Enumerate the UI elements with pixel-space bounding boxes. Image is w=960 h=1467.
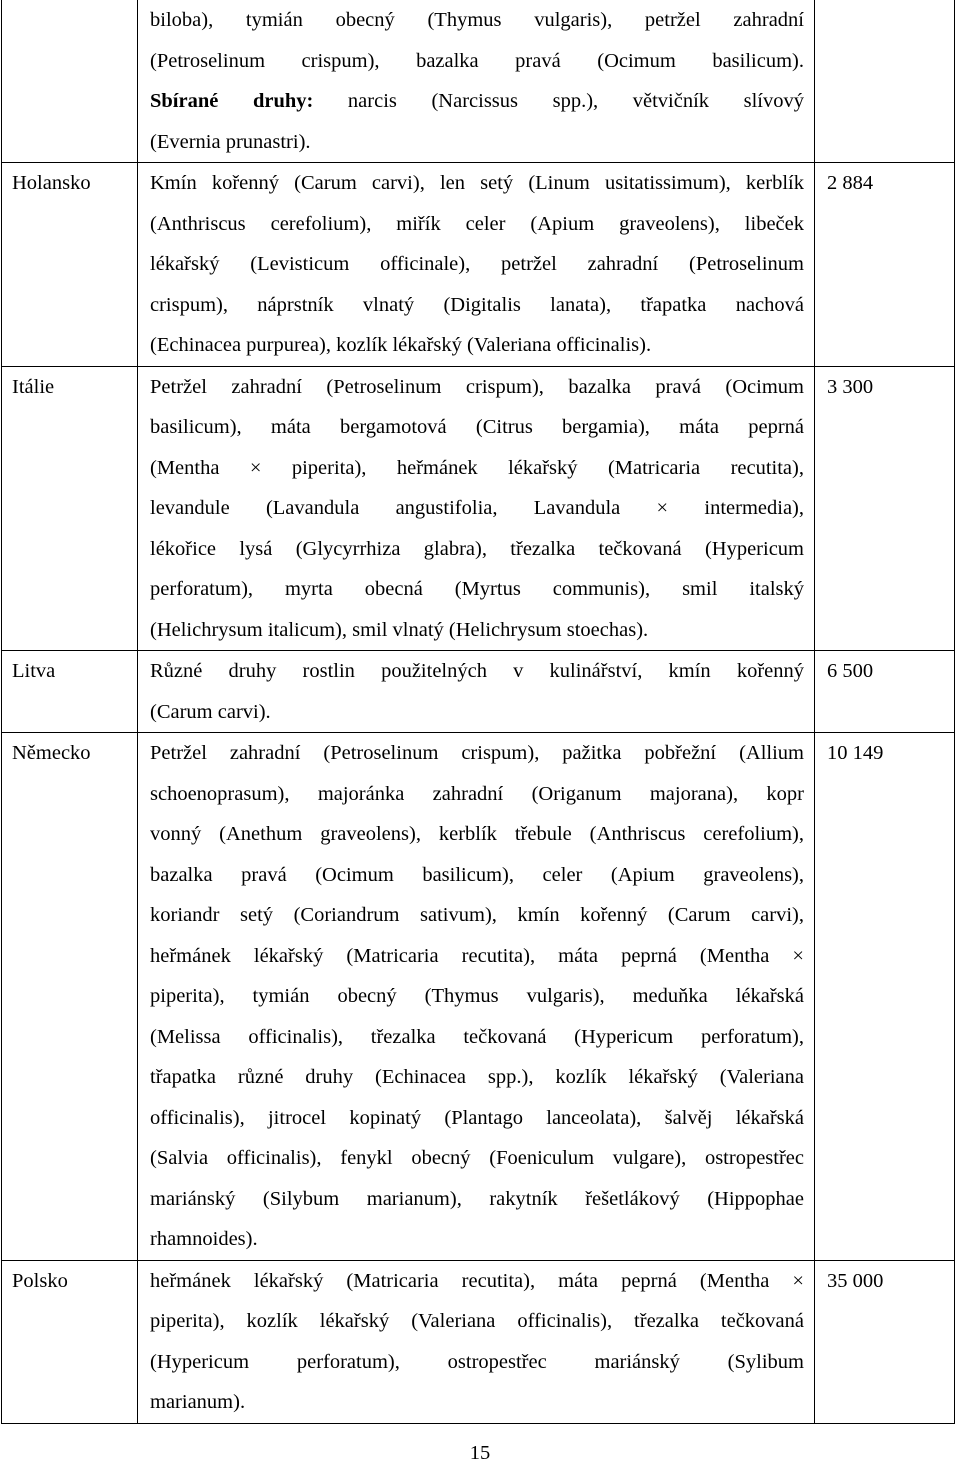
plants-line: Petržel zahradní (Petroselinum crispum), pažitka pobřežní (Allium [150,742,804,764]
plants-cell [138,1261,815,1423]
table-row [2,650,954,732]
value-number: 10 149 [827,742,884,764]
plants-line: schoenoprasum), majoránka zahradní (Origanum majorana), kopr [150,782,804,805]
country-name: Holansko [12,172,91,194]
plants-line: (Melissa officinalis), třezalka tečkovaná (Hypericum perforatum), [150,1025,804,1048]
value-cell [815,1261,954,1423]
plants-cell [138,163,815,366]
herb-production-table [1,0,955,1424]
value-cell [815,651,954,732]
plants-cell [138,651,815,732]
plants-line: mariánský (Silybum marianum), rakytník řešetlákový (Hippophae [150,1187,804,1210]
plants-line: koriandr setý (Coriandrum sativum), kmín kořenný (Carum carvi), [150,904,804,926]
plants-line: Sbírané druhy: narcis (Narcissus spp.), větvičník slívový [150,90,804,112]
country-cell [2,0,138,162]
plants-line: (Anthriscus cerefolium), miřík celer (Apium graveolens), libeček [150,212,804,235]
plants-line: bazalka pravá (Ocimum basilicum), celer (Apium graveolens), [150,863,804,886]
plants-line: Petržel zahradní (Petroselinum crispum), bazalka pravá (Ocimum [150,375,804,398]
plants-line: biloba), tymián obecný (Thymus vulgaris), petržel zahradní [150,9,804,31]
plants-line: (Evernia prunastri). [150,130,311,153]
plants-line: vonný (Anethum graveolens), kerblík třebule (Anthriscus cerefolium), [150,823,804,845]
plants-line: rhamnoides). [150,1228,258,1250]
value-number [827,0,954,41]
table-row [2,162,954,366]
country-cell [2,651,138,732]
country-cell [2,163,138,366]
plants-line: Různé druhy rostlin použitelných v kulinářství, kmín kořenný [150,660,804,682]
plants-cell [138,0,815,162]
plants-line: lékařský (Levisticum officinale), petržel zahradní (Petroselinum [150,253,804,275]
table-row [2,366,954,651]
plants-line: (Mentha × piperita), heřmánek lékařský (Matricaria recutita), [150,456,804,479]
plants-line: (Helichrysum italicum), smil vlnatý (Helichrysum stoechas). [150,618,649,641]
plants-line: officinalis), jitrocel kopinatý (Plantago lanceolata), šalvěj lékařská [150,1106,804,1129]
plants-line: marianum). [150,1391,246,1413]
table-row [2,732,954,1260]
page-number: 15 [469,1442,491,1464]
plants-line: třapatka různé druhy (Echinacea spp.), kozlík lékařský (Valeriana [150,1066,804,1088]
value-cell [815,163,954,366]
value-number: 2 884 [827,172,874,194]
country-name: Litva [12,660,56,682]
table-row [2,0,954,162]
plants-cell [138,733,815,1260]
plants-line: levandule (Lavandula angustifolia, Lavandula × intermedia), [150,497,804,519]
plants-line: (Carum carvi). [150,700,271,723]
country-name: Německo [12,742,91,764]
table-row [2,1260,954,1423]
plants-line: crispum), náprstník vlnatý (Digitalis lanata), třapatka nachová [150,293,804,316]
plants-cell [138,367,815,651]
country-cell [2,733,138,1260]
plants-line: piperita), tymián obecný (Thymus vulgaris), meduňka lékařská [150,985,804,1007]
country-cell [2,367,138,651]
country-cell [2,1261,138,1423]
plants-line: (Petroselinum crispum), bazalka pravá (Ocimum basilicum). [150,49,804,72]
plants-line: heřmánek lékařský (Matricaria recutita), máta peprná (Mentha × [150,1269,804,1292]
plants-line: perforatum), myrta obecná (Myrtus communis), smil italský [150,578,804,600]
value-cell [815,0,954,162]
country-name: Polsko [12,1269,68,1292]
plants-line: Kmín kořenný (Carum carvi), len setý (Linum usitatissimum), kerblík [150,172,804,194]
plants-line: piperita), kozlík lékařský (Valeriana officinalis), třezalka tečkovaná [150,1310,804,1332]
collected-species-label: Sbírané druhy: [150,90,314,112]
value-number: 6 500 [827,660,874,682]
plants-line: (Echinacea purpurea), kozlík lékařský (Valeriana officinalis). [150,334,652,356]
value-number: 35 000 [827,1269,884,1292]
country-name: Itálie [12,375,55,398]
value-number: 3 300 [827,375,874,398]
plants-line: (Salvia officinalis), fenykl obecný (Foeniculum vulgare), ostropestřec [150,1147,804,1169]
plants-line: basilicum), máta bergamotová (Citrus bergamia), máta peprná [150,416,804,438]
plants-line: (Hypericum perforatum), ostropestřec mariánský (Sylibum [150,1350,804,1373]
value-cell [815,733,954,1260]
plants-line: heřmánek lékařský (Matricaria recutita), máta peprná (Mentha × [150,944,804,967]
country-name [12,0,137,41]
value-cell [815,367,954,651]
plants-line: lékořice lysá (Glycyrrhiza glabra), třezalka tečkovaná (Hypericum [150,537,804,560]
